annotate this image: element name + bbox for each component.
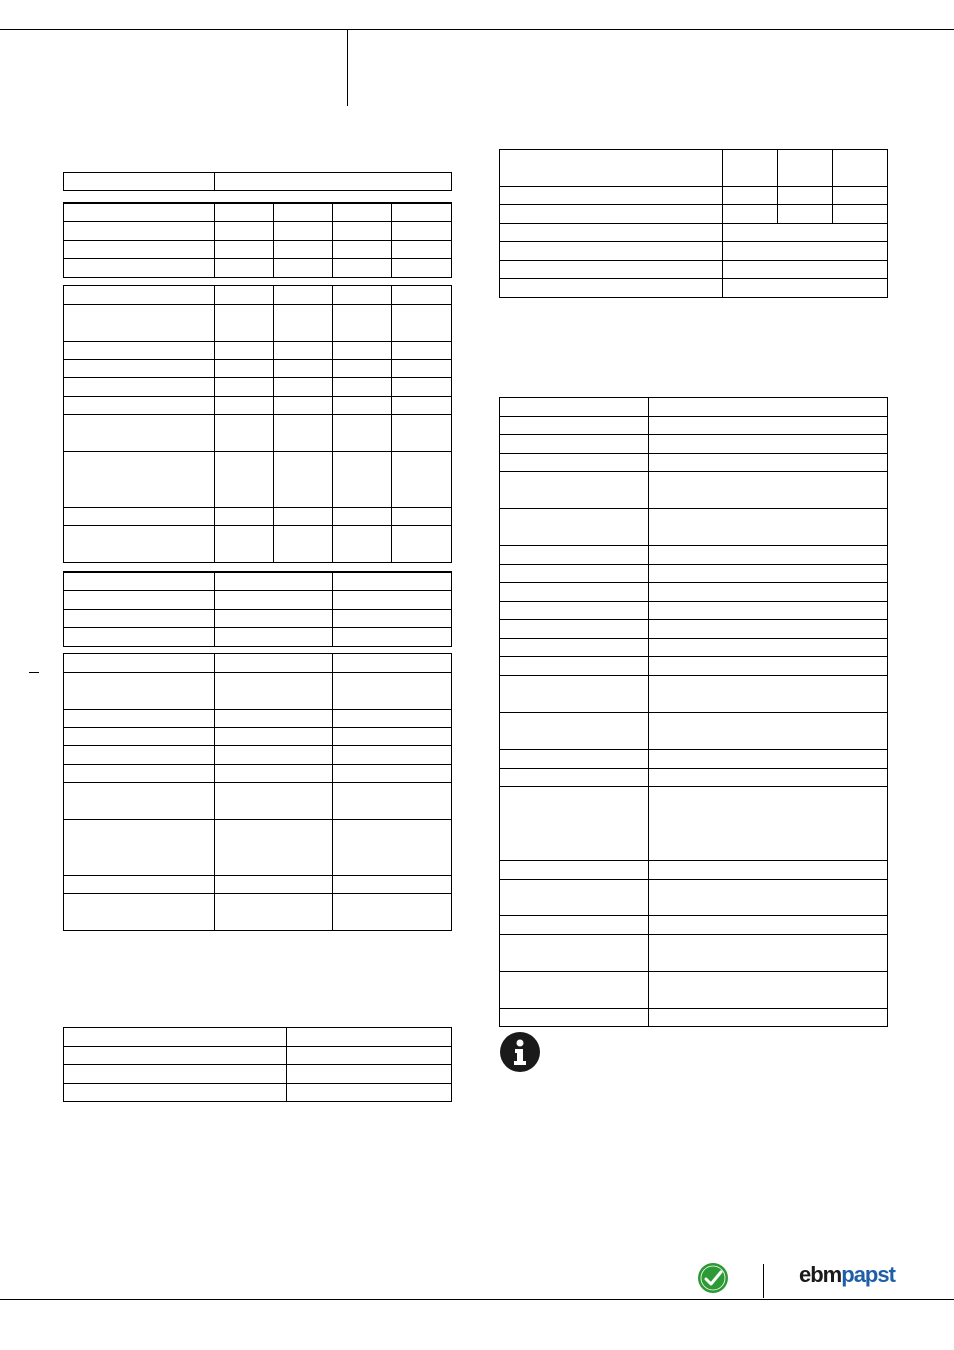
cell: [64, 342, 215, 360]
info-icon: [499, 1031, 541, 1073]
cell: [500, 150, 723, 187]
cell: [649, 509, 888, 546]
cell: [215, 876, 333, 894]
cell: [833, 187, 888, 205]
cell: [215, 820, 333, 876]
cell: [500, 279, 723, 298]
cell: [215, 609, 333, 627]
cell: [215, 590, 333, 609]
greentech-icon: [697, 1262, 729, 1294]
cell: [333, 258, 392, 277]
cell: [333, 221, 392, 240]
cell: [64, 876, 215, 894]
cell: [274, 378, 333, 397]
cell: [500, 972, 649, 1009]
cell: [778, 187, 833, 205]
cell: [274, 360, 333, 378]
cell: [64, 173, 215, 191]
cell: [392, 258, 452, 277]
cell: [215, 286, 274, 305]
logo-separator: [763, 1264, 764, 1298]
cell: [64, 627, 215, 646]
cell: [287, 1065, 452, 1084]
cell: [649, 454, 888, 472]
cell: [333, 654, 452, 673]
table-left-6: [63, 1027, 452, 1102]
cell: [287, 1047, 452, 1065]
cell: [274, 203, 333, 221]
cell: [392, 240, 452, 258]
cell: [649, 657, 888, 676]
cell: [649, 472, 888, 509]
cell: [500, 242, 723, 261]
cell: [333, 673, 452, 710]
cell: [500, 639, 649, 657]
cell: [333, 820, 452, 876]
cell: [778, 150, 833, 187]
cell: [215, 203, 274, 221]
cell: [723, 261, 888, 279]
cell: [64, 820, 215, 876]
cell: [649, 1009, 888, 1027]
cell: [64, 765, 215, 783]
cell: [215, 342, 274, 360]
cell: [500, 472, 649, 509]
cell: [500, 417, 649, 435]
cell: [392, 305, 452, 342]
cell: [274, 508, 333, 526]
cell: [215, 526, 274, 563]
cell: [64, 609, 215, 627]
cell: [723, 224, 888, 242]
cell: [649, 861, 888, 880]
cell: [215, 360, 274, 378]
header-divider: [347, 29, 348, 106]
cell: [274, 452, 333, 508]
table-left-3: [63, 285, 452, 563]
cell: [649, 787, 888, 861]
cell: [215, 728, 333, 746]
cell: [500, 602, 649, 620]
cell: [649, 620, 888, 639]
cell: [333, 746, 452, 765]
cell: [64, 221, 215, 240]
cell: [333, 305, 392, 342]
cell: [649, 565, 888, 583]
cell: [649, 935, 888, 972]
cell: [64, 783, 215, 820]
cell: [287, 1084, 452, 1102]
cell: [333, 526, 392, 563]
cell: [64, 240, 215, 258]
cell: [500, 205, 723, 224]
cell: [778, 205, 833, 224]
cell: [64, 286, 215, 305]
cell: [274, 526, 333, 563]
cell: [215, 654, 333, 673]
table-left-5: [63, 653, 452, 931]
cell: [274, 286, 333, 305]
cell: [64, 746, 215, 765]
company-logo: [799, 1262, 895, 1288]
cell: [500, 713, 649, 750]
table-left-2: [63, 202, 452, 278]
cell: [500, 861, 649, 880]
cell: [64, 203, 215, 221]
cell: [500, 1009, 649, 1027]
cell: [500, 935, 649, 972]
margin-mark: [29, 672, 39, 673]
cell: [215, 397, 274, 415]
cell: [333, 894, 452, 931]
cell: [333, 590, 452, 609]
cell: [500, 261, 723, 279]
cell: [64, 378, 215, 397]
cell: [64, 1084, 287, 1102]
cell: [215, 173, 452, 191]
cell: [215, 258, 274, 277]
cell: [333, 876, 452, 894]
cell: [333, 508, 392, 526]
cell: [215, 783, 333, 820]
cell: [500, 787, 649, 861]
cell: [274, 240, 333, 258]
cell: [64, 673, 215, 710]
cell: [215, 240, 274, 258]
cell: [500, 750, 649, 769]
cell: [274, 258, 333, 277]
cell: [274, 221, 333, 240]
cell: [723, 187, 778, 205]
cell: [649, 398, 888, 417]
cell: [274, 342, 333, 360]
cell: [215, 452, 274, 508]
cell: [215, 765, 333, 783]
cell: [392, 342, 452, 360]
cell: [64, 728, 215, 746]
cell: [64, 397, 215, 415]
cell: [333, 452, 392, 508]
cell: [64, 526, 215, 563]
cell: [392, 415, 452, 452]
cell: [649, 972, 888, 1009]
cell: [500, 916, 649, 935]
cell: [649, 583, 888, 602]
cell: [500, 398, 649, 417]
cell: [649, 916, 888, 935]
cell: [649, 546, 888, 565]
cell: [500, 546, 649, 565]
cell: [649, 639, 888, 657]
cell: [64, 508, 215, 526]
cell: [392, 203, 452, 221]
cell: [333, 415, 392, 452]
cell: [649, 602, 888, 620]
cell: [500, 620, 649, 639]
cell: [500, 769, 649, 787]
cell: [64, 894, 215, 931]
cell: [649, 713, 888, 750]
footer-rule: [0, 1299, 954, 1300]
cell: [392, 360, 452, 378]
cell: [392, 378, 452, 397]
cell: [64, 1047, 287, 1065]
cell: [64, 1065, 287, 1084]
table-right-1: [499, 149, 888, 298]
logo-part-ebm: ebm: [799, 1262, 842, 1287]
cell: [723, 150, 778, 187]
cell: [500, 435, 649, 454]
cell: [392, 452, 452, 508]
cell: [392, 286, 452, 305]
cell: [333, 765, 452, 783]
cell: [333, 710, 452, 728]
cell: [215, 378, 274, 397]
cell: [500, 454, 649, 472]
cell: [333, 342, 392, 360]
cell: [333, 240, 392, 258]
cell: [64, 305, 215, 342]
cell: [215, 572, 333, 590]
table-right-2: [499, 397, 888, 1027]
cell: [215, 894, 333, 931]
cell: [833, 205, 888, 224]
cell: [333, 378, 392, 397]
cell: [64, 1028, 287, 1047]
cell: [333, 783, 452, 820]
cell: [215, 627, 333, 646]
cell: [649, 435, 888, 454]
cell: [215, 673, 333, 710]
cell: [333, 360, 392, 378]
cell: [64, 452, 215, 508]
cell: [64, 590, 215, 609]
header-top-rule: [0, 29, 954, 30]
cell: [723, 242, 888, 261]
cell: [215, 415, 274, 452]
cell: [274, 397, 333, 415]
cell: [64, 654, 215, 673]
cell: [333, 203, 392, 221]
cell: [64, 572, 215, 590]
cell: [64, 258, 215, 277]
cell: [392, 397, 452, 415]
cell: [215, 508, 274, 526]
cell: [392, 526, 452, 563]
cell: [500, 880, 649, 916]
cell: [649, 750, 888, 769]
cell: [64, 710, 215, 728]
cell: [500, 509, 649, 546]
cell: [333, 728, 452, 746]
cell: [500, 583, 649, 602]
cell: [392, 508, 452, 526]
cell: [64, 415, 215, 452]
cell: [833, 150, 888, 187]
cell: [215, 746, 333, 765]
cell: [500, 565, 649, 583]
cell: [500, 676, 649, 713]
cell: [649, 676, 888, 713]
cell: [649, 880, 888, 916]
cell: [500, 187, 723, 205]
cell: [500, 224, 723, 242]
cell: [649, 769, 888, 787]
cell: [333, 286, 392, 305]
cell: [500, 657, 649, 676]
cell: [274, 305, 333, 342]
cell: [333, 572, 452, 590]
cell: [649, 417, 888, 435]
cell: [287, 1028, 452, 1047]
cell: [333, 627, 452, 646]
cell: [333, 397, 392, 415]
cell: [215, 221, 274, 240]
table-left-4: [63, 571, 452, 647]
table-left-1: [63, 172, 452, 191]
cell: [215, 710, 333, 728]
cell: [723, 205, 778, 224]
cell: [64, 360, 215, 378]
cell: [215, 305, 274, 342]
logo-part-papst: papst: [841, 1262, 895, 1287]
cell: [333, 609, 452, 627]
cell: [392, 221, 452, 240]
cell: [274, 415, 333, 452]
cell: [723, 279, 888, 298]
